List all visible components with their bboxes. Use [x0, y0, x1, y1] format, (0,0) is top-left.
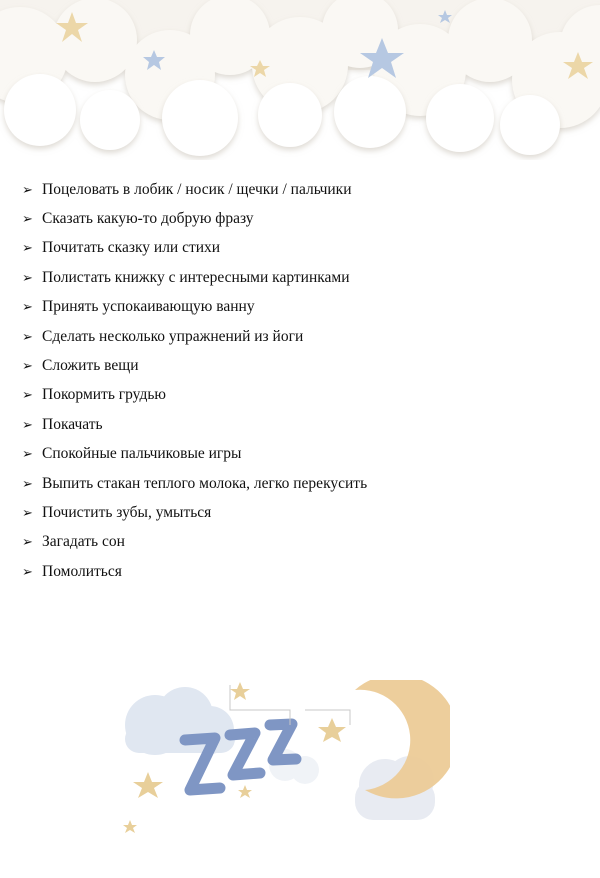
arrow-bullet-icon: ➢	[22, 504, 33, 520]
top-clouds-decoration	[0, 0, 600, 160]
arrow-bullet-icon: ➢	[22, 269, 33, 285]
list-item: ➢ Поцеловать в лобик / носик / щечки / пальчики	[22, 180, 352, 198]
arrow-bullet-icon: ➢	[22, 181, 33, 197]
arrow-bullet-icon: ➢	[22, 534, 33, 550]
arrow-bullet-icon: ➢	[22, 211, 33, 227]
arrow-bullet-icon: ➢	[22, 358, 33, 374]
list-item: ➢ Почистить зубы, умыться	[22, 503, 212, 521]
list-item: ➢ Покачать	[22, 415, 103, 433]
list-item: ➢ Сложить вещи	[22, 357, 139, 375]
list-item: ➢ Принять успокаивающую ванну	[22, 298, 255, 316]
arrow-bullet-icon: ➢	[22, 475, 33, 491]
list-item: ➢ Выпить стакан теплого молока, легко перекусить	[22, 474, 368, 492]
arrow-bullet-icon: ➢	[22, 446, 33, 462]
list-item: ➢ Загадать сон	[22, 533, 125, 551]
list-item: ➢ Спокойные пальчиковые игры	[22, 445, 242, 463]
arrow-bullet-icon: ➢	[22, 563, 33, 579]
list-item: ➢ Покормить грудью	[22, 386, 166, 404]
bedtime-checklist	[22, 175, 367, 586]
list-item: ➢ Почитать сказку или стихи	[22, 239, 221, 257]
arrow-bullet-icon: ➢	[22, 240, 33, 256]
zzz-icon	[185, 724, 296, 790]
arrow-bullet-icon: ➢	[22, 328, 33, 344]
arrow-bullet-icon: ➢	[22, 387, 33, 403]
list-item: ➢ Сделать несколько упражнений из йоги	[22, 327, 304, 345]
list-item: ➢ Сказать какую-то добрую фразу	[22, 210, 254, 228]
list-item: ➢ Полистать книжку с интересными картинками	[22, 268, 350, 286]
arrow-bullet-icon: ➢	[22, 299, 33, 315]
arrow-bullet-icon: ➢	[22, 416, 33, 432]
sleep-illustration	[110, 680, 450, 850]
list-item: ➢ Помолиться	[22, 562, 122, 580]
